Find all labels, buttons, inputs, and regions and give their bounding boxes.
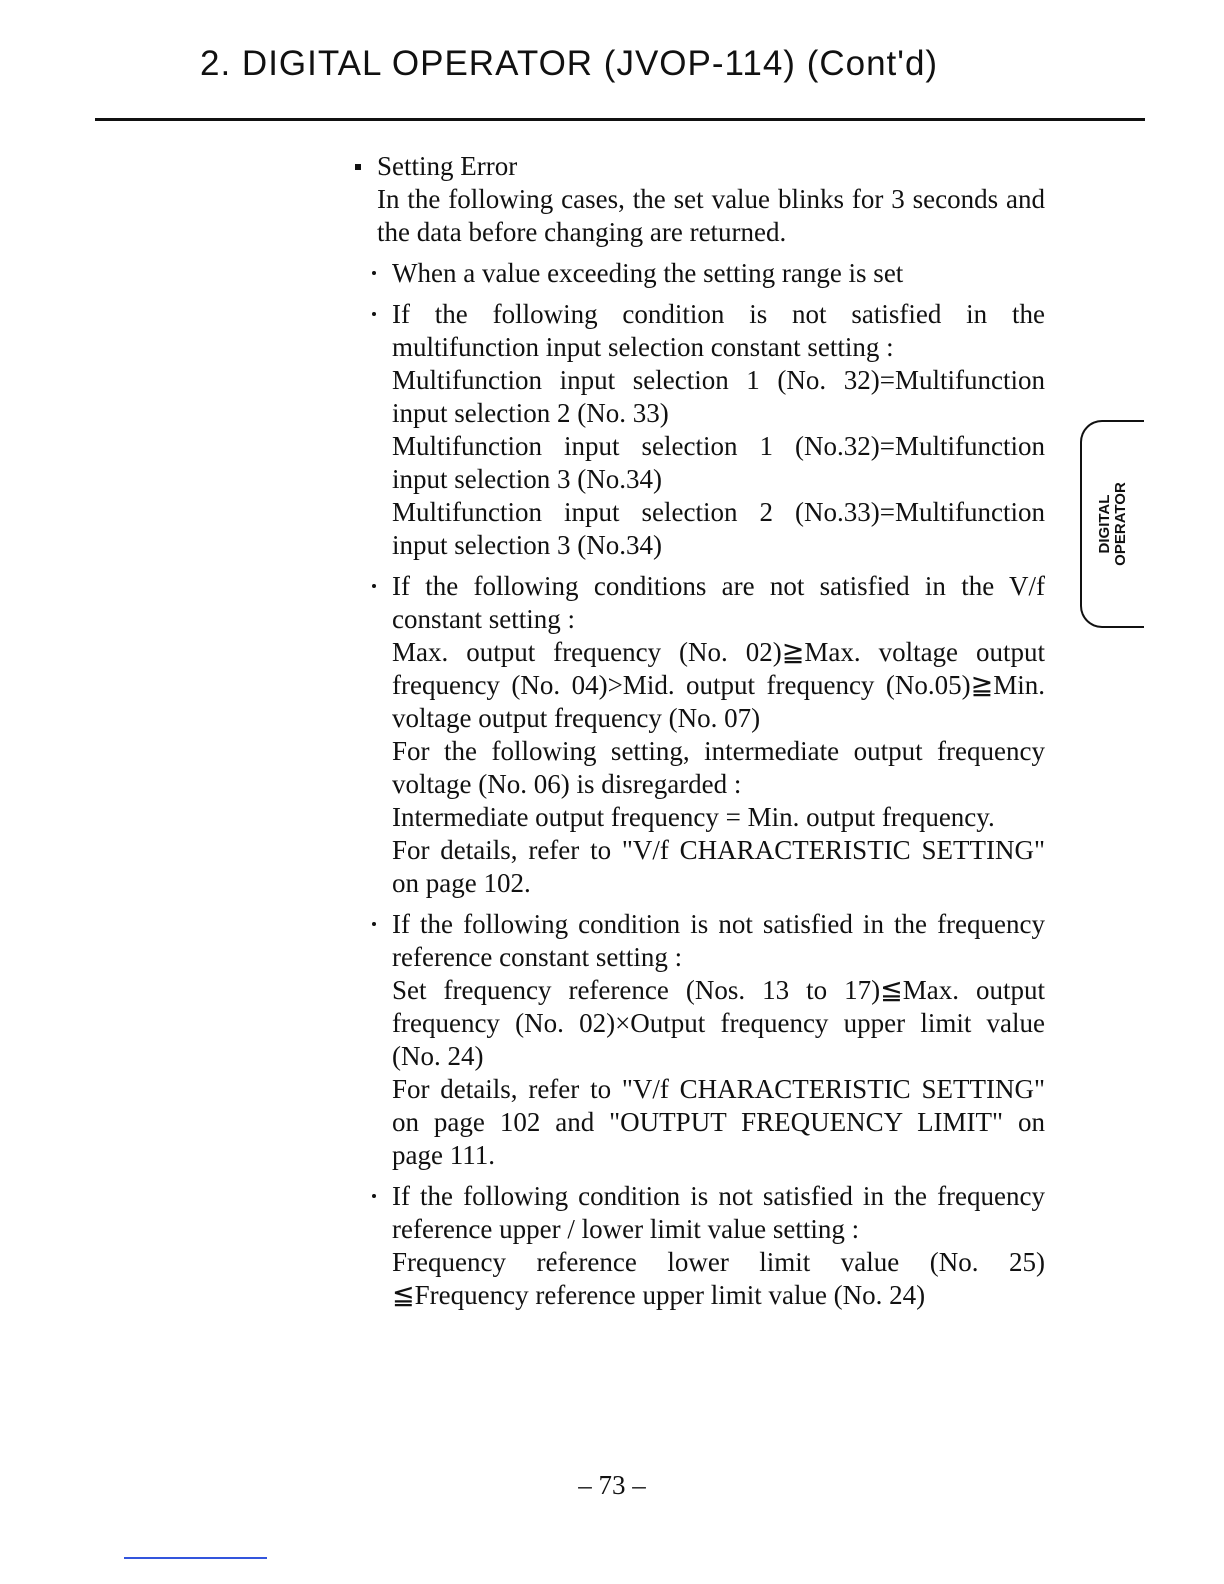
list-item	[355, 1180, 1045, 1312]
list-item-line: Max. output frequency (No. 02)≧Max. voltage output frequency (No. 04)>Mid. output frequency (No.05)≧Min. voltage output frequency (No. 07)	[392, 637, 1045, 733]
list-item-lead: If the following condition is not satisfied in the multifunction input selection constant setting :	[392, 299, 1045, 362]
bullet-icon	[372, 271, 376, 275]
list-item-line: Intermediate output frequency = Min. output frequency.	[392, 802, 995, 832]
list-item-lead: If the following condition is not satisfied in the frequency reference upper / lower limit value setting :	[392, 1181, 1045, 1244]
list-item-lead: If the following condition is not satisfied in the frequency reference constant setting :	[392, 909, 1045, 972]
section-title: Setting Error	[377, 151, 518, 181]
page-title: 2. DIGITAL OPERATOR (JVOP-114) (Cont'd)	[200, 44, 939, 83]
side-tab-label	[1097, 482, 1129, 566]
section-side-tab	[1080, 420, 1144, 628]
section-intro: In the following cases, the set value blinks for 3 seconds and the data before changing are returned.	[377, 184, 1045, 247]
list-item-line: Multifunction input selection 1 (No. 32)=Multifunction input selection 2 (No. 33)	[392, 365, 1045, 428]
header-rule	[95, 118, 1145, 121]
side-tab-line: DIGITAL	[1096, 494, 1113, 554]
list-item-line: For details, refer to "V/f CHARACTERISTIC SETTING" on page 102 and "OUTPUT FREQUENCY LIMIT" on page 111.	[392, 1074, 1045, 1170]
page-number: – 73 –	[578, 1470, 646, 1500]
list-item-line: Set frequency reference (Nos. 13 to 17)≦Max. output frequency (No. 02)×Output frequency upper limit value (No. 24)	[392, 975, 1045, 1071]
bullet-icon	[372, 312, 376, 316]
main-content	[355, 150, 1045, 1312]
side-tab-line: OPERATOR	[1112, 482, 1129, 566]
list-item-line: Multifunction input selection 1 (No.32)=Multifunction input selection 3 (No.34)	[392, 431, 1045, 494]
bullet-icon	[372, 922, 376, 926]
list-item-lead: When a value exceeding the setting range is set	[392, 258, 904, 288]
list-item-line: Frequency reference lower limit value (No. 25) ≦Frequency reference upper limit value (No. 24)	[392, 1247, 1045, 1310]
section-heading	[355, 150, 1045, 183]
list-item-line: For details, refer to "V/f CHARACTERISTIC SETTING" on page 102.	[392, 835, 1045, 898]
list-item	[355, 908, 1045, 1172]
footer-rule	[124, 1557, 267, 1559]
list-item	[355, 570, 1045, 900]
square-bullet-icon	[355, 164, 361, 170]
list-item-line: Multifunction input selection 2 (No.33)=Multifunction input selection 3 (No.34)	[392, 497, 1045, 560]
list-item-line: For the following setting, intermediate output frequency voltage (No. 06) is disregarded :	[392, 736, 1045, 799]
list-item	[355, 257, 1045, 290]
list-item-lead: If the following conditions are not satisfied in the V/f constant setting :	[392, 571, 1045, 634]
bullet-icon	[372, 1194, 376, 1198]
bullet-icon	[372, 584, 376, 588]
list-item	[355, 298, 1045, 562]
